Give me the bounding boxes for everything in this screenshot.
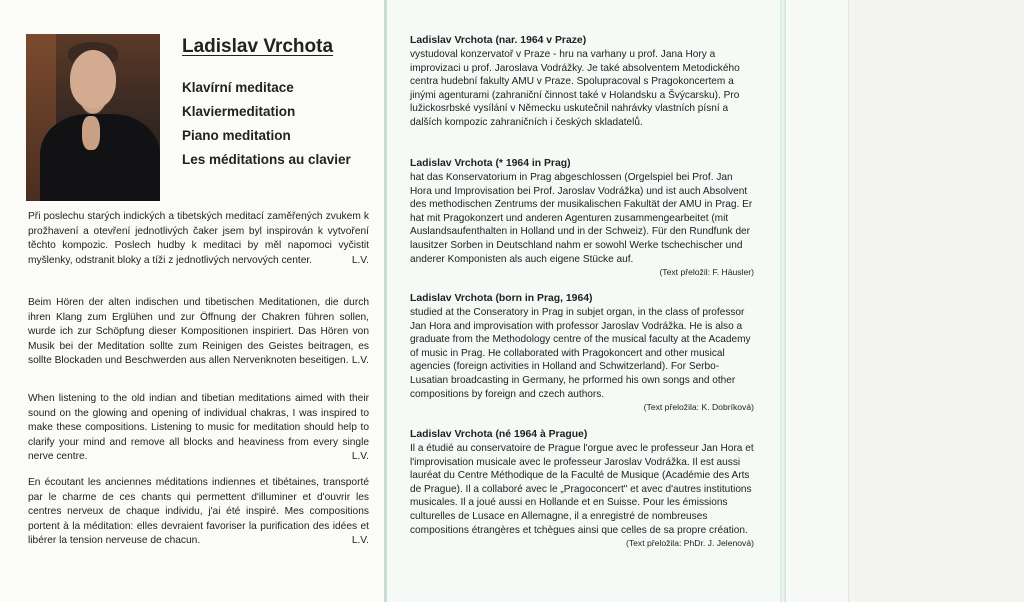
bio-heading: Ladislav Vrchota (né 1964 à Prague) [410,429,588,440]
bio-cz [410,34,754,130]
translator-credit: (Text přeložila: PhDr. J. Jelenová) [625,538,754,549]
bio-fr [410,428,754,549]
bio-heading: Ladislav Vrchota (nar. 1964 v Praze) [410,35,587,46]
bio-text: Il a étudié au conservatoire de Prague l'orgue avec le professeur Jan Hora et l'improvisation musicale avec le professeur Jaroslav Vodrážka. Il est aussi lauréat du Centre Méthodique de la Faculté de Musique (Académie des Arts de Prague). Il a collaboré avec le „Pragoconcert" et avec d'autres institutions musicales. Il a joué aussi en Hollande et en Suisse. Pour les émissions culturelles de Lusace en Allemagne, il a enregistré de nombreuses compositions étrangères et tchègues ainsi que celles de sa propre création. [410,443,754,536]
translator-credit: (Text přeložil: F. Häusler) [659,267,754,278]
album-title-list [182,76,351,172]
album-title-fr: Les méditations au clavier [182,152,351,167]
back-panel [849,0,1024,602]
bio-text: vystudoval konzervatoř v Praze - hru na varhany u prof. Jana Hory a improvizaci u prof. Jaroslava Vodrážky. Je také absolventem Metodického centra hudební fakulty AMU v Praze. Spolupracoval s Pragokoncertem a jinými agenturami (zahraniční činnost také v Holandsku a Švýcarsku). Pro lužickosrbské vysílání v Německu uskutečnil nahrávky vlastních písní a dalších kompozic zahraničních i českých skladatelů. [410,49,740,128]
album-title-cz: Klavírní meditace [182,80,294,95]
signature: L.V. [351,451,369,462]
album-title-de: Klaviermeditation [182,104,296,119]
artist-name: Ladislav Vrchota [182,36,334,57]
signature: L.V. [351,254,369,266]
intro-paragraph-cz: Při poslechu starých indických a tibetských meditací zaměřených zvukem k prožhavení a otevření jednotlivých čaker jsem byl inspirován k vytvoření těchto kompozic. Poslech hudby k meditaci by měl napomoci vyčistit myšlenky, odstranit bloky a tíži z jednotlivých nervových center. L.V. [28,210,369,268]
bio-text: studied at the Conseratory in Prag in subjet organ, in the class of professor Jan Hora and improvisation with professor Jaroslav Vodrážka. He is also a graduate from the Methodology centre of the musical faculty at the Academy of music in Prag. He collaborated with Pragokoncert and other musical agencies (foreign activities in Holland and Schwitzerland). For Serbo-Lusatian broadcasting in Germany, he prformed his own songs and other compositions by foreign and czech authors. [410,307,751,400]
spine-panel [786,0,849,602]
album-title-en: Piano meditation [182,128,291,143]
bio-de [410,157,754,278]
bio-heading: Ladislav Vrchota (* 1964 in Prag) [410,158,571,169]
intro-paragraph-fr: En écoutant les anciennes méditations indiennes et tibétaines, transporté par le charme de ces chants qui permettent d'illuminer et d'ouvrir les centres nerveux de chaque individu, j'ai été inspiré. Mes compositions portent à la méditation: elles devraient favoriser la purification des idées et libérer la tension nerveuse de chacun. L.V. [28,476,369,549]
translator-credit: (Text přeložila: K. Dobríková) [643,402,754,413]
artist-photo [26,34,160,201]
intro-paragraph-en: When listening to the old indian and tibetian meditations aimed with their sound on the glowing and opening of individual chakras, I was inspired to make these compositions. Listening to music for meditation should help to clarify your mind and remove all blocks and heaviness from every single nerve centre. L.V. [28,392,369,465]
signature: L.V. [351,535,369,546]
bio-heading: Ladislav Vrchota (born in Prag, 1964) [410,293,593,304]
signature: L.V. [351,355,369,366]
intro-paragraph-de: Beim Hören der alten indischen und tibetischen Meditationen, die durch ihren Klang zum Erglühen und zur Öffnung der Chakren führen sollen, wurde ich zur Schöpfung dieser Kompositionen inspiriert. Das Hören von Musik bei der Meditation sollte zum Reinigen des Geistes beitragen, es sollte Blockaden und Beschwerden aus allen Nervenknoten beseitigen. L.V. [28,296,369,369]
bio-text: hat das Konservatorium in Prag abgeschlossen (Orgelspiel bei Prof. Jan Hora und Improvisation bei Prof. Jaroslav Vodrážka) und ist auch Absolvent des methodischen Zentrums der musikalischen Fakultät der AMU in Prag. Er hat mit Pragokonzert und anderen Agenturen zusammengearbeitet (mit Auslandsaufenthalten in Holland und in der Schweiz). Für den Rundfunk der lausitzer Sorben in Deutschland nahm er sowohl Werke tschechischer und anderer Komponisten als auch eigene Stücke auf. [410,172,753,265]
bio-en [410,292,754,413]
